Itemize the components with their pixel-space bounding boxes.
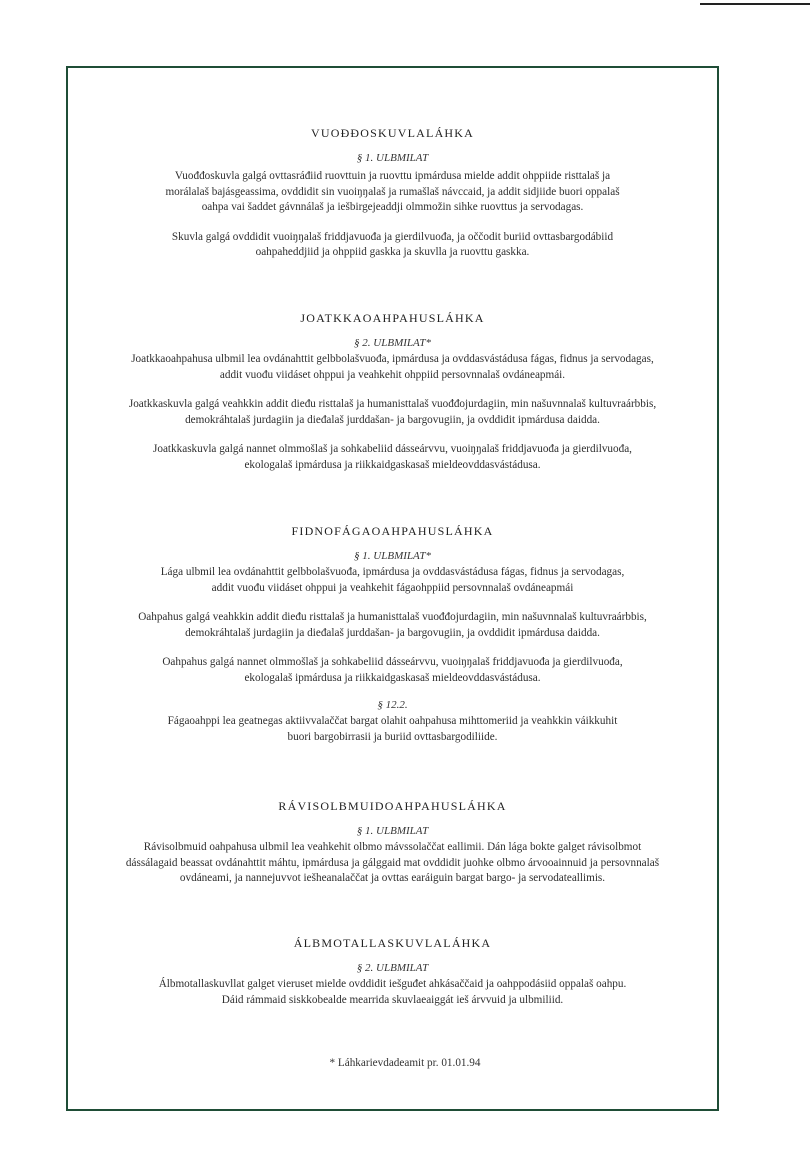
section-heading: VUOĐĐOSKUVLALÁHKA <box>310 126 475 140</box>
section-heading: FIDNOFÁGAOAHPAHUSLÁHKA <box>291 524 494 538</box>
section-heading: ÁLBMOTALLASKUVLALÁHKA <box>293 936 492 950</box>
section-ravisolbmuidoahpahus <box>68 799 717 887</box>
section-text: Álbmotallaskuvllat galget vieruset mielde ovddidit iešguđet ahkásaččaid ja oahppodásiid oppalaš oahpu. Dáid rámmaid siskkobealde mearrida skuvlaeaiggát ieš árvvuid ja ulbmiliid. <box>158 978 627 1006</box>
section-text: Rávisolbmuid oahpahusa ulbmil lea veahkehit olbmo mávssolaččat eallimii. Dán lága bokte galget rávisolbmot dássálagaid beassat ovdánahttit máhtu, ipmárdusa ja gálggaid mat ovddidit juohke olbmo árvooainnuid ja persovnnalaš ovdáneami, ja nannejuvvot iešheanalaččat ja ovttas earáiguin bargat bargo- ja servodateallimis. <box>125 841 660 884</box>
paragraph-label: § 2. ULBMILAT <box>356 962 429 974</box>
section-text: Vuođđoskuvla galgá ovttasráđiid ruovttuin ja ruovttu ipmárdusa mielde addit ohppiide risttalaš ja morálalaš bajásgeassima, ovddidit sin vuoiŋŋalaš ja rumašlaš návccaid, ja addit sidjiide buori oppalaš oahpa vai šaddet gávnnálaš ja iešbirgejeaddji olmmožin sihke ruovttus ja servodagas. <box>165 170 620 213</box>
section-fidnofagaoahpahus <box>68 524 717 745</box>
section-text: Skuvla galgá ovddidit vuoiŋŋalaš friddjavuođa ja gierdilvuođa, ja oččodit buriid ovttasbargodábiid oahpaheddjiid ja ohppiid gaskka ja skuvlla ja ruovttu gaskka. <box>171 230 614 258</box>
section-text: Oahpahus galgá veahkkin addit dieđu risttalaš ja humanisttalaš vuođđojurdagiin, min našuvnnalaš kultuvraárbbis, demokráhtalaš jurdagiin ja dieđalaš jurddašan- ja bargovugiin, ja ovddidit ipmárdusa daidda. <box>138 611 647 639</box>
section-text: Fágaoahppi lea geatnegas aktiivvalaččat bargat olahit oahpahusa mihttomeriid ja veahkkin váikkuhit buori bargobirrasii ja buriid ovttasbargodiliide. <box>167 715 618 743</box>
page-frame <box>66 66 719 1111</box>
section-heading: RÁVISOLBMUIDOAHPAHUSLÁHKA <box>278 799 507 813</box>
section-albmotallaskuvla <box>68 936 717 1008</box>
section-text: Joatkkaskuvla galgá nannet olmmošlaš ja sohkabeliid dásseárvvu, vuoiŋŋalaš friddjavuođa ja gierdilvuođa, ekologalaš ipmárdusa ja riikkaidgaskasaš mieldeovddasvástádusa. <box>153 443 632 471</box>
section-text: Lága ulbmil lea ovdánahttit gelbbolašvuođa, ipmárdusa ja ovddasvástádusa fágas, fidnus ja servodagas, addit vuođu viidáset ohppui ja veahkehit fágaohppiid persovnnalaš ovdáneapmái <box>160 566 625 594</box>
paragraph-label: § 1. ULBMILAT <box>356 825 429 837</box>
paragraph-label: § 1. ULBMILAT <box>356 152 429 164</box>
paragraph-label: § 12.2. <box>377 699 408 711</box>
paragraph-label: § 1. ULBMILAT* <box>354 550 431 562</box>
section-heading: JOATKKAOAHPAHUSLÁHKA <box>300 311 485 325</box>
footnote: * Láhkarievdadeamit pr. 01.01.94 <box>329 1057 481 1069</box>
top-edge-line <box>700 3 810 5</box>
section-text: Joatkkaskuvla galgá veahkkin addit dieđu risttalaš ja humanisttalaš vuođđojurdagiin, min našuvnnalaš kultuvraárbbis, demokráhtalaš jurdagiin ja dieđalaš jurddašan- ja bargovugiin, ja ovddidit ipmárdusa daidda. <box>128 398 657 426</box>
section-text: Oahpahus galgá nannet olmmošlaš ja sohkabeliid dásseárvvu, vuoiŋŋalaš friddjavuođa ja gierdilvuođa, ekologalaš ipmárdusa ja riikkaidgaskasaš mieldeovddasvástádusa. <box>162 656 623 684</box>
section-joatkkaoahpahus <box>68 311 717 473</box>
paragraph-label: § 2. ULBMILAT* <box>354 337 431 349</box>
section-text: Joatkkaoahpahusa ulbmil lea ovdánahttit gelbbolašvuođa, ipmárdusa ja ovddasvástádusa fágas, fidnus ja servodagas, addit vuođu viidáset ohppui ja veahkehit ohppiid persovnnalaš ovdáneapmái. <box>131 353 654 381</box>
section-vuoddoskuvla <box>68 126 717 261</box>
